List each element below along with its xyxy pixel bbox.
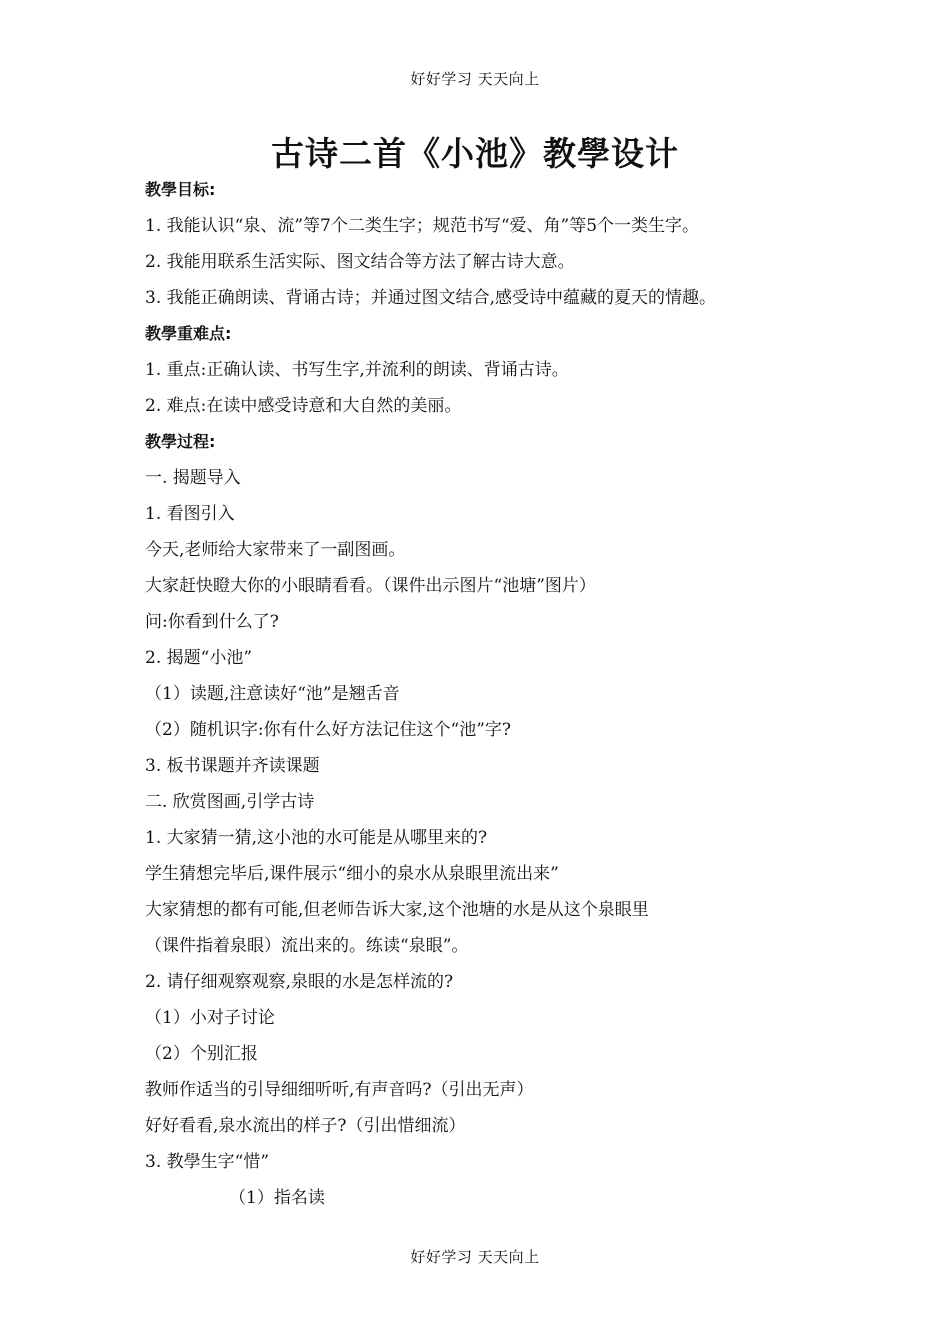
document-title: 古诗二首《小池》教學设计 — [271, 134, 679, 173]
body-line: （2）个别汇报 — [145, 1044, 258, 1064]
body-line: 学生猜想完毕后,课件展示“细小的泉水从泉眼里流出来” — [145, 864, 559, 884]
body-line: 2. 难点:在读中感受诗意和大自然的美丽。 — [145, 396, 462, 416]
document-body — [145, 172, 925, 1216]
body-line: 二. 欣赏图画,引学古诗 — [145, 792, 315, 812]
body-line: 大家猜想的都有可能,但老师告诉大家,这个池塘的水是从这个泉眼里 — [145, 900, 649, 920]
section-heading: 教學目标: — [145, 180, 216, 199]
body-line: 1. 看图引入 — [145, 504, 235, 524]
body-line: 3. 我能正确朗读、背诵古诗；并通过图文结合,感受诗中蕴藏的夏天的情趣。 — [145, 288, 717, 308]
body-line: 2. 请仔细观察观察,泉眼的水是怎样流的? — [145, 972, 454, 992]
body-line: （2）随机识字:你有什么好方法记住这个“池”字? — [145, 720, 512, 740]
body-line: （课件指着泉眼）流出来的。练读“泉眼”。 — [145, 936, 469, 956]
body-line: 好好看看,泉水流出的样子?（引出惜细流） — [145, 1116, 466, 1136]
body-line: 2. 揭题“小池” — [145, 648, 253, 668]
body-line: 今天,老师给大家带来了一副图画。 — [145, 540, 406, 560]
body-line: （1）指名读 — [229, 1188, 325, 1208]
body-line: 大家赶快瞪大你的小眼睛看看。（课件出示图片“池塘”图片） — [145, 576, 596, 596]
page-header: 好好学习 天天向上 — [410, 70, 540, 88]
body-line: （1）小对子讨论 — [145, 1008, 275, 1028]
section-heading: 教學重难点: — [145, 324, 232, 343]
body-line: 1. 大家猜一猜,这小池的水可能是从哪里来的? — [145, 828, 488, 848]
body-line: 1. 我能认识“泉、流”等7个二类生字；规范书写“爱、角”等5个一类生字。 — [145, 216, 700, 236]
body-line: 一. 揭题导入 — [145, 468, 241, 488]
page-footer: 好好学习 天天向上 — [410, 1248, 540, 1266]
body-line: 3. 教學生字“惜” — [145, 1152, 270, 1172]
body-line: （1）读题,注意读好“池”是翘舌音 — [145, 684, 400, 704]
section-heading: 教學过程: — [145, 432, 216, 451]
body-line: 问:你看到什么了? — [145, 612, 279, 632]
body-line: 教师作适当的引导细细听听,有声音吗?（引出无声） — [145, 1080, 534, 1100]
body-line: 2. 我能用联系生活实际、图文结合等方法了解古诗大意。 — [145, 252, 575, 272]
body-line: 1. 重点:正确认读、书写生字,并流利的朗读、背诵古诗。 — [145, 360, 569, 380]
body-line: 3. 板书课题并齐读课题 — [145, 756, 320, 776]
